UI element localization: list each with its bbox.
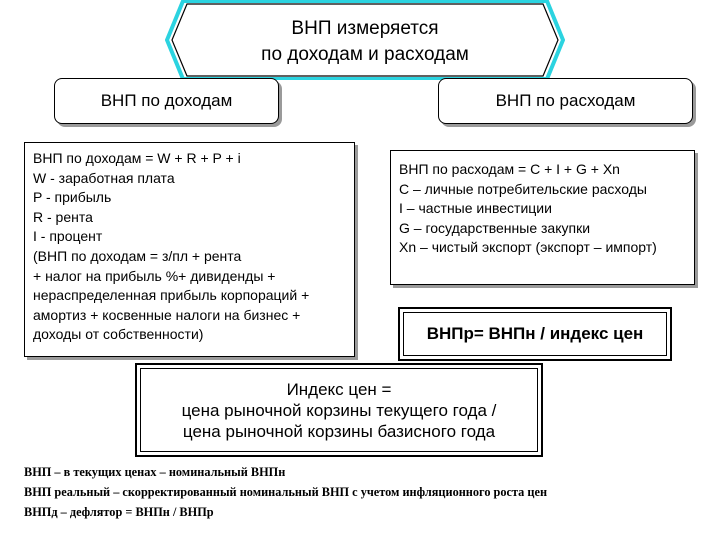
income-line: амортиз + косвенные налоги на бизнес +: [33, 306, 301, 323]
note-real: ВНП реальный – скорректированный номинальный ВНП с учетом инфляционного роста цен: [24, 485, 548, 499]
income-title: ВНП по доходам: [100, 91, 233, 110]
expenditure-line: C – личные потребительские расходы: [399, 180, 647, 197]
expenditure-details-box: [390, 150, 695, 285]
price-index-line-2: цена рыночной корзины текущего года /: [181, 400, 497, 420]
expenditure-title-box: [438, 78, 693, 124]
note-deflator: ВНПд – дефлятор = ВНПн / ВНПр: [24, 505, 214, 519]
income-line: (ВНП по доходам = з/пл + рента: [33, 247, 242, 264]
expenditure-line: G – государственные закупки: [399, 219, 591, 236]
price-index-line-1: Индекс цен =: [286, 379, 392, 399]
real-gnp-formula-box: [403, 312, 667, 356]
income-details-box: [24, 142, 355, 357]
expenditure-line: ВНП по расходам = C + I + G + Xn: [399, 161, 620, 177]
income-title-box: [54, 78, 279, 124]
header-line-2: по доходам и расходам: [261, 44, 469, 65]
income-line: I - процент: [33, 228, 103, 245]
note-nominal: ВНП – в текущих ценах – номинальный ВНПн: [24, 465, 286, 479]
income-line: R - рента: [33, 208, 93, 225]
income-line: ВНП по доходам = W + R + P + i: [33, 150, 241, 166]
price-index-box: [140, 368, 538, 452]
income-line: доходы от собственности): [33, 326, 204, 343]
income-line: P - прибыль: [33, 189, 112, 206]
price-index-line-3: цена рыночной корзины базисного года: [182, 421, 496, 441]
expenditure-title: ВНП по расходам: [495, 91, 636, 110]
real-gnp-formula: ВНПр= ВНПн / индекс цен: [426, 324, 644, 343]
expenditure-line: I – частные инвестиции: [399, 200, 552, 217]
notes: [24, 462, 704, 522]
income-line: W - заработная плата: [33, 169, 175, 186]
income-line: нераспределенная прибыль корпораций +: [33, 287, 310, 304]
header-line-1: ВНП измеряется: [291, 18, 439, 39]
expenditure-line: Xn – чистый экспорт (экспорт – импорт): [399, 239, 657, 256]
header-title: [165, 10, 565, 74]
income-line: + налог на прибыль %+ дивиденды +: [33, 267, 276, 284]
